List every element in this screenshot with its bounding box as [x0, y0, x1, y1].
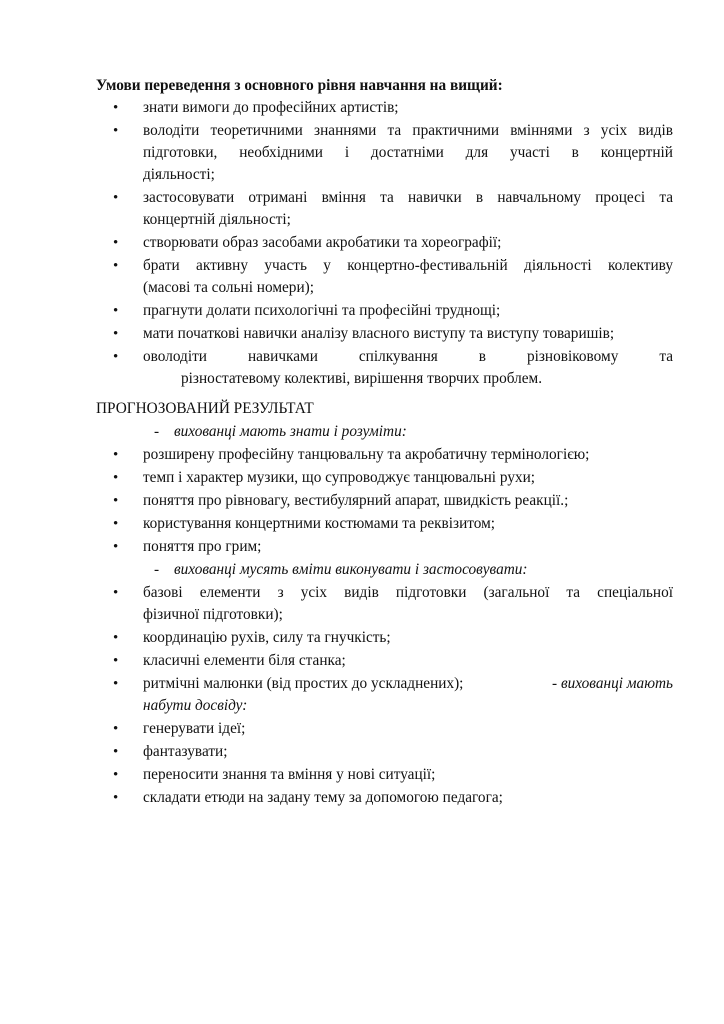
list-item-text: поняття про грим; — [143, 538, 262, 555]
list-item-text: мати початкові навички аналізу власного виступу та виступу товаришів; — [143, 325, 615, 342]
dash-icon: - — [154, 423, 160, 440]
list-item-text: знати вимоги до професійних артистів; — [143, 99, 399, 116]
bullet-icon: • — [113, 123, 119, 139]
subsection-label-experience: - вихованці мають — [552, 675, 673, 692]
list-item-text: різностатевому колективі, вирішення творчих проблем. — [181, 370, 543, 387]
list-item-text: класичні елементи біля станка; — [143, 652, 346, 669]
bullet-icon: • — [113, 539, 119, 555]
list-item-text: брати активну участь у концертно-фестивальній діяльності колективу — [143, 257, 673, 274]
list-item-text: фантазувати; — [143, 743, 228, 760]
bullet-icon: • — [113, 744, 119, 760]
bullet-icon: • — [113, 493, 119, 509]
bullet-icon: • — [113, 676, 119, 692]
bullet-icon: • — [113, 190, 119, 206]
bullet-icon: • — [113, 767, 119, 783]
list-item-text: створювати образ засобами акробатики та хореографії; — [143, 234, 502, 251]
bullet-icon: • — [113, 653, 119, 669]
list-item-text: прагнути долати психологічні та професійні труднощі; — [143, 302, 501, 319]
bullet-icon: • — [113, 630, 119, 646]
bullet-icon: • — [113, 326, 119, 342]
list-item-text: діяльності; — [143, 166, 215, 183]
list-item-text: оволодіти навичками спілкування в різновіковому та — [143, 348, 673, 365]
bullet-icon: • — [113, 100, 119, 116]
result-title: ПРОГНОЗОВАНИЙ РЕЗУЛЬТАТ — [96, 400, 314, 417]
list-item-text: володіти теоретичними знаннями та практичними вміннями з усіх видів — [143, 122, 673, 139]
list-item-text: переносити знання та вміння у нові ситуації; — [143, 766, 436, 783]
list-item-text: розширену професійну танцювальну та акробатичну термінологією; — [143, 446, 590, 463]
bullet-icon: • — [113, 349, 119, 365]
subsection-label-text: вихованці мусять вміти виконувати і застосовувати: — [174, 561, 528, 578]
subsection-label-text: вихованці мають знати і розуміти: — [174, 423, 407, 440]
bullet-icon: • — [113, 721, 119, 737]
bullet-icon: • — [113, 585, 119, 601]
bullet-icon: • — [113, 790, 119, 806]
list-item-text: темп і характер музики, що супроводжує танцювальні рухи; — [143, 469, 536, 486]
list-item-text: (масові та сольні номери); — [143, 279, 314, 296]
list-item-text: підготовки, необхідними і достатніми для участі в концертній — [143, 144, 673, 161]
list-item-text: фізичної підготовки); — [143, 606, 283, 623]
subsection-label-experience-cont: набути досвіду: — [143, 697, 248, 714]
list-item-text-row — [143, 673, 673, 695]
list-item-text: користування концертними костюмами та реквізитом; — [143, 515, 496, 532]
subsection-label-know — [154, 421, 407, 443]
bullet-icon: • — [113, 303, 119, 319]
subsection-label-skills — [154, 559, 528, 581]
list-item-text: концертній діяльності; — [143, 211, 291, 228]
dash-icon: - — [154, 561, 160, 578]
bullet-icon: • — [113, 258, 119, 274]
list-item-text: ритмічні малюнки (від простих до ускладнених); — [143, 675, 464, 692]
list-item-text: складати етюди на задану тему за допомогою педагога; — [143, 789, 503, 806]
list-item-text: координацію рухів, силу та гнучкість; — [143, 629, 391, 646]
list-item-text: генерувати ідеї; — [143, 720, 246, 737]
list-item-text: поняття про рівновагу, вестибулярний апарат, швидкість реакції.; — [143, 492, 569, 509]
bullet-icon: • — [113, 516, 119, 532]
list-item-text: базові елементи з усіх видів підготовки (загальної та спеціальної — [143, 584, 673, 601]
bullet-icon: • — [113, 235, 119, 251]
list-item-text: застосовувати отримані вміння та навички в навчальному процесі та — [143, 189, 673, 206]
section-heading: Умови переведення з основного рівня навчання на вищий: — [96, 77, 503, 94]
bullet-icon: • — [113, 447, 119, 463]
bullet-icon: • — [113, 470, 119, 486]
